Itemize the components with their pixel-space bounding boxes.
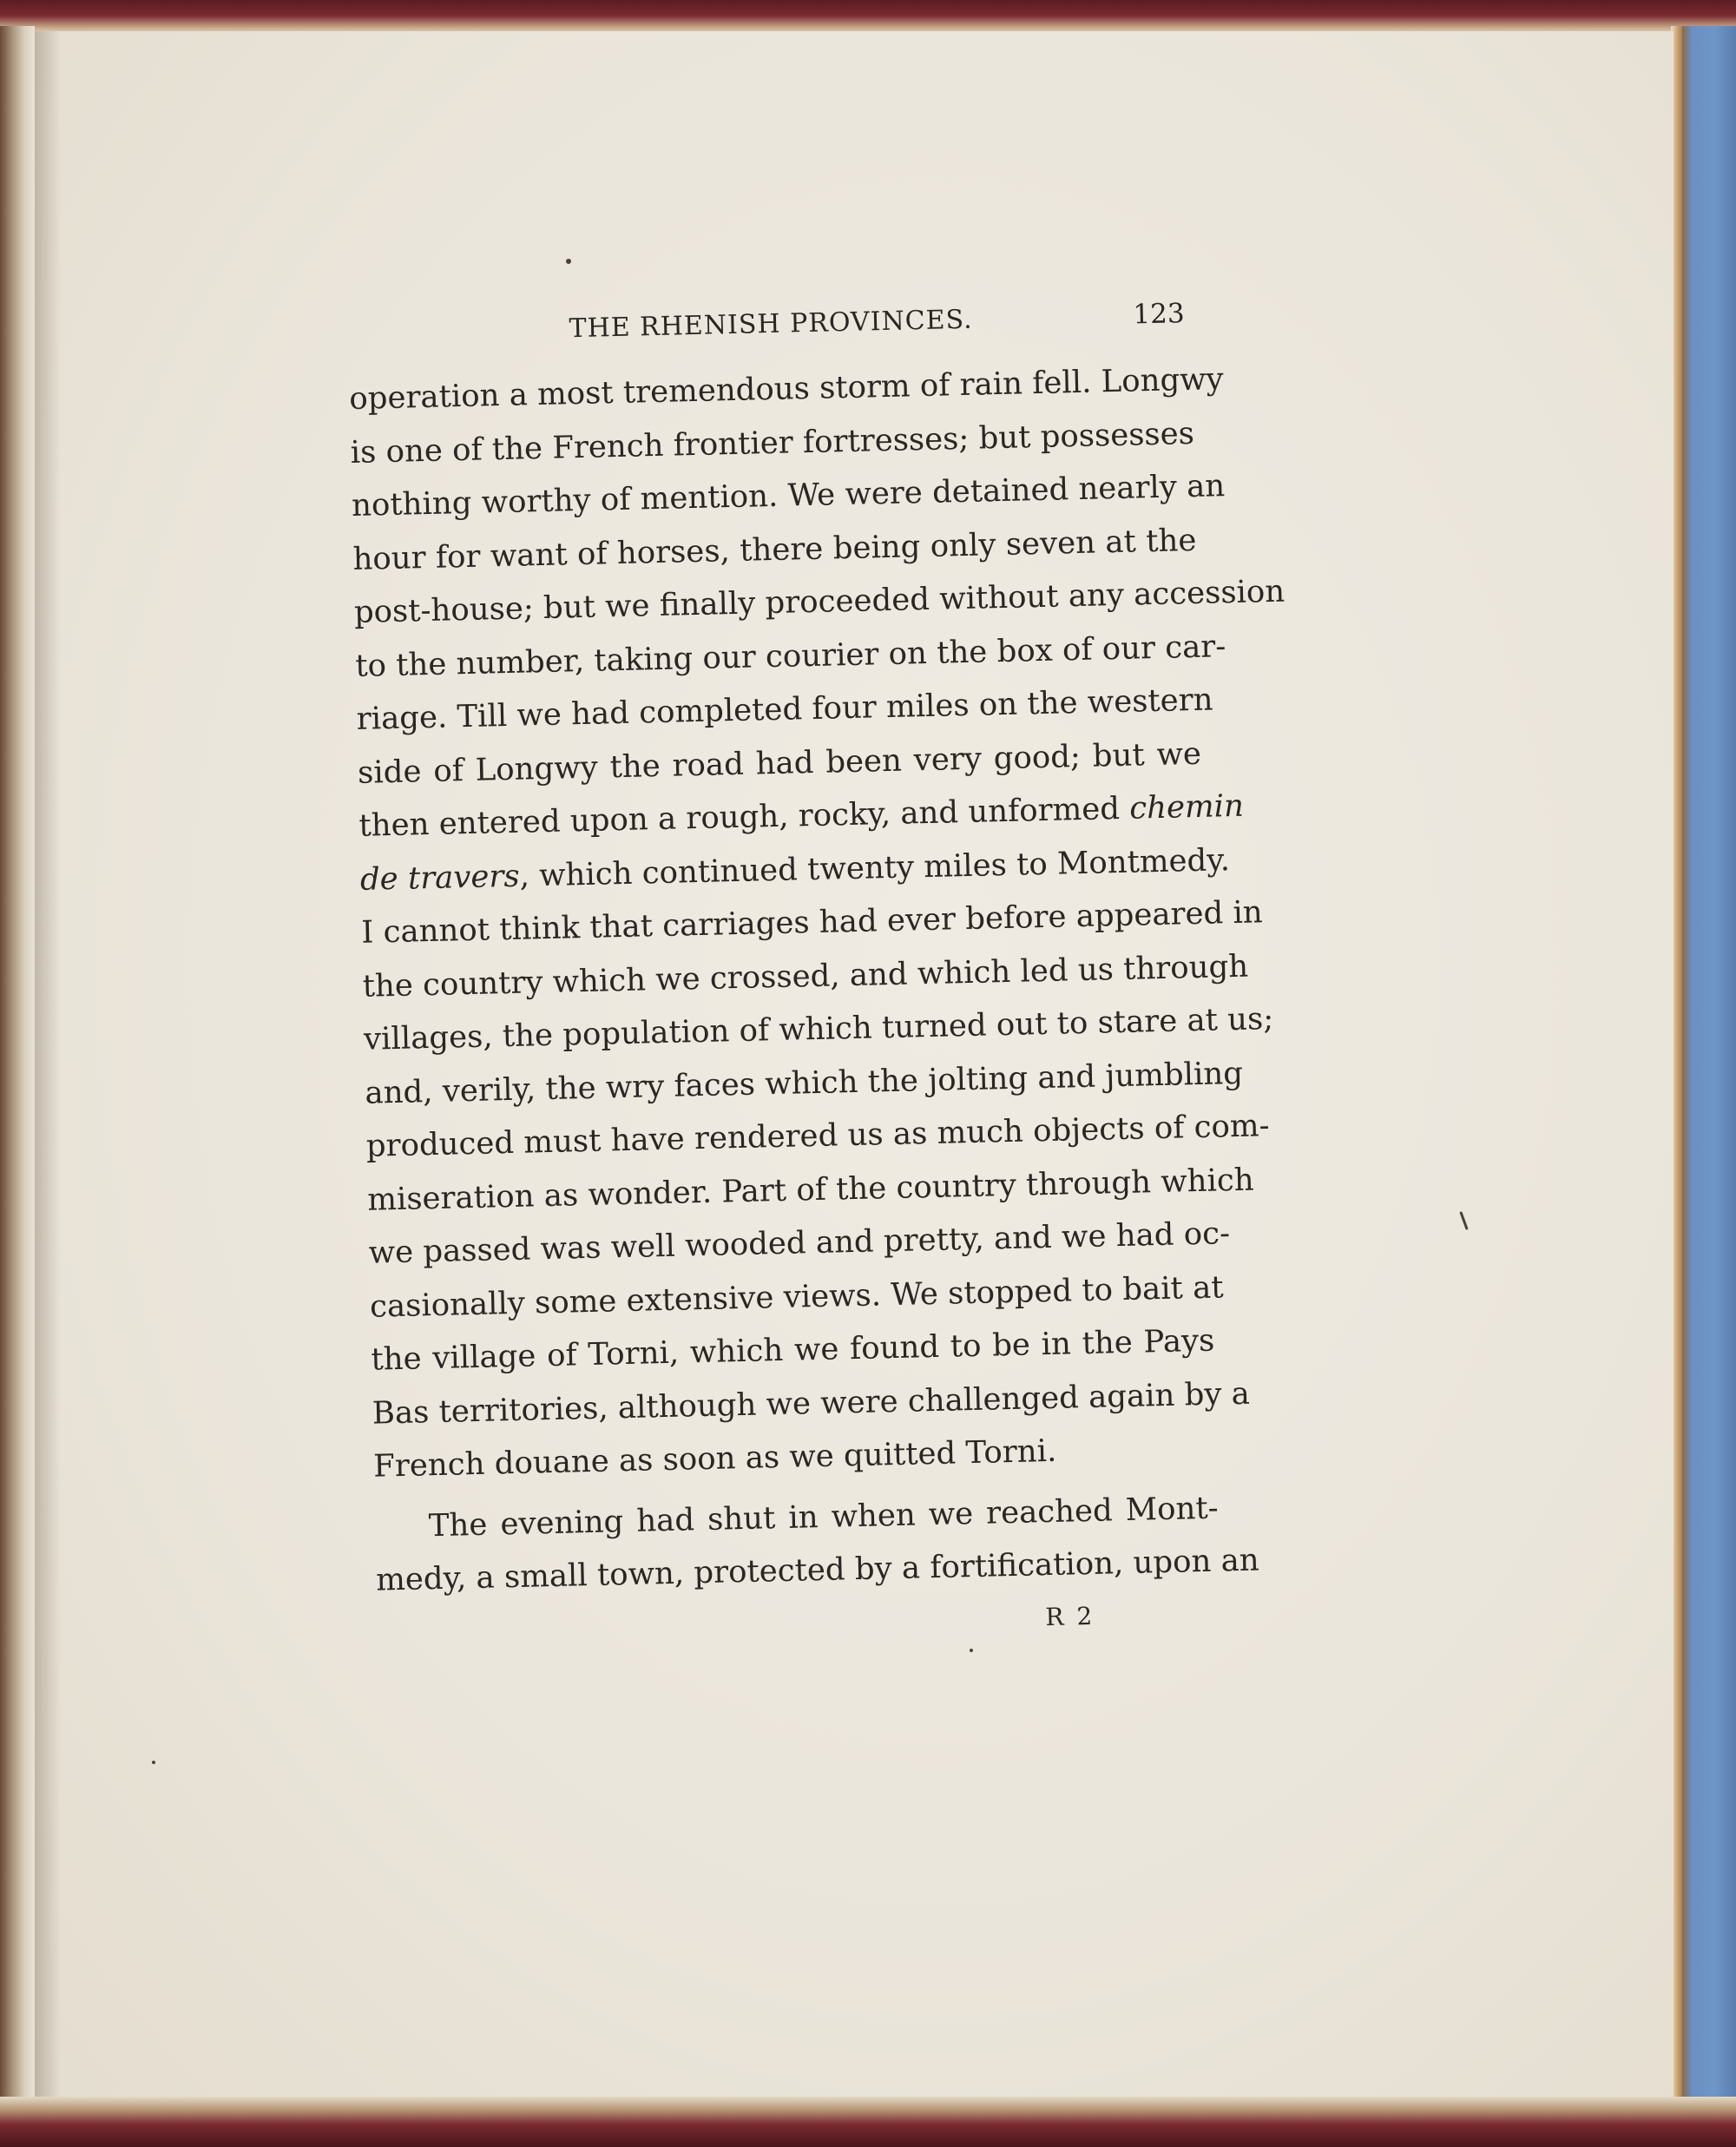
paper-speck bbox=[152, 1761, 155, 1764]
text-line: is one of the French frontier fortresses; but possesses bbox=[350, 415, 1195, 471]
text-line: riage. Till we had completed four miles on the western bbox=[356, 682, 1213, 737]
left-gutter bbox=[0, 26, 35, 2110]
text-line: we passed was well wooded and pretty, and we had oc- bbox=[368, 1215, 1231, 1271]
paper-speck bbox=[970, 1649, 973, 1652]
page-text bbox=[347, 289, 1286, 1656]
text-line: post-house; but we finally proceeded without any accession bbox=[353, 573, 1286, 630]
italic-phrase: de travers bbox=[359, 858, 521, 898]
text-line: and, verily, the wry faces which the jolting and jumbling bbox=[365, 1055, 1244, 1111]
page-number: 123 bbox=[1132, 298, 1185, 331]
text-line: villages, the population of which turned out to stare at us; bbox=[363, 1001, 1274, 1057]
text-line: hour for want of horses, there being only seven at the bbox=[352, 522, 1197, 577]
page-shadow bbox=[35, 31, 61, 2099]
signature-mark: R 2 bbox=[1045, 1601, 1095, 1631]
blue-cloth-cover bbox=[1682, 26, 1736, 2110]
text-line: I cannot think that carriages had ever before appeared in bbox=[360, 894, 1264, 951]
text-line-segment: , which continued twenty miles to Montmedy. bbox=[519, 841, 1231, 894]
text-line: Bas territories, although we were challenged again by a bbox=[372, 1375, 1251, 1432]
text-line-segment: then entered upon a rough, rocky, and unformed bbox=[358, 790, 1130, 844]
text-line: operation a most tremendous storm of rain fell. Longwy bbox=[348, 361, 1225, 417]
text-line: produced must have rendered us as much objects of com- bbox=[365, 1108, 1270, 1164]
text-line: French douane as soon as we quitted Torni. bbox=[372, 1432, 1057, 1485]
text-line: The evening had shut in when we reached Mont- bbox=[428, 1490, 1220, 1544]
italic-phrase: chemin bbox=[1128, 787, 1245, 827]
text-line: to the number, taking our courier on the box of our car- bbox=[354, 628, 1226, 684]
running-title: THE RHENISH PROVINCES. bbox=[569, 304, 973, 345]
text-line: casionally some extensive views. We stopped to bait at bbox=[369, 1268, 1224, 1325]
paper-speck bbox=[566, 259, 571, 264]
text-line: the village of Torni, which we found to be in the Pays bbox=[371, 1322, 1215, 1378]
text-line: medy, a small town, protected by a fortification, upon an bbox=[375, 1542, 1260, 1598]
text-line: the country which we crossed, and which led us through bbox=[362, 948, 1249, 1004]
bottom-binding-edge bbox=[0, 2097, 1736, 2147]
top-binding-edge bbox=[0, 0, 1736, 35]
text-line: nothing worthy of mention. We were detained nearly an bbox=[351, 468, 1226, 524]
text-line: side of Longwy the road had been very good; but we bbox=[357, 735, 1202, 791]
text-line: miseration as wonder. Part of the country through which bbox=[366, 1162, 1255, 1218]
